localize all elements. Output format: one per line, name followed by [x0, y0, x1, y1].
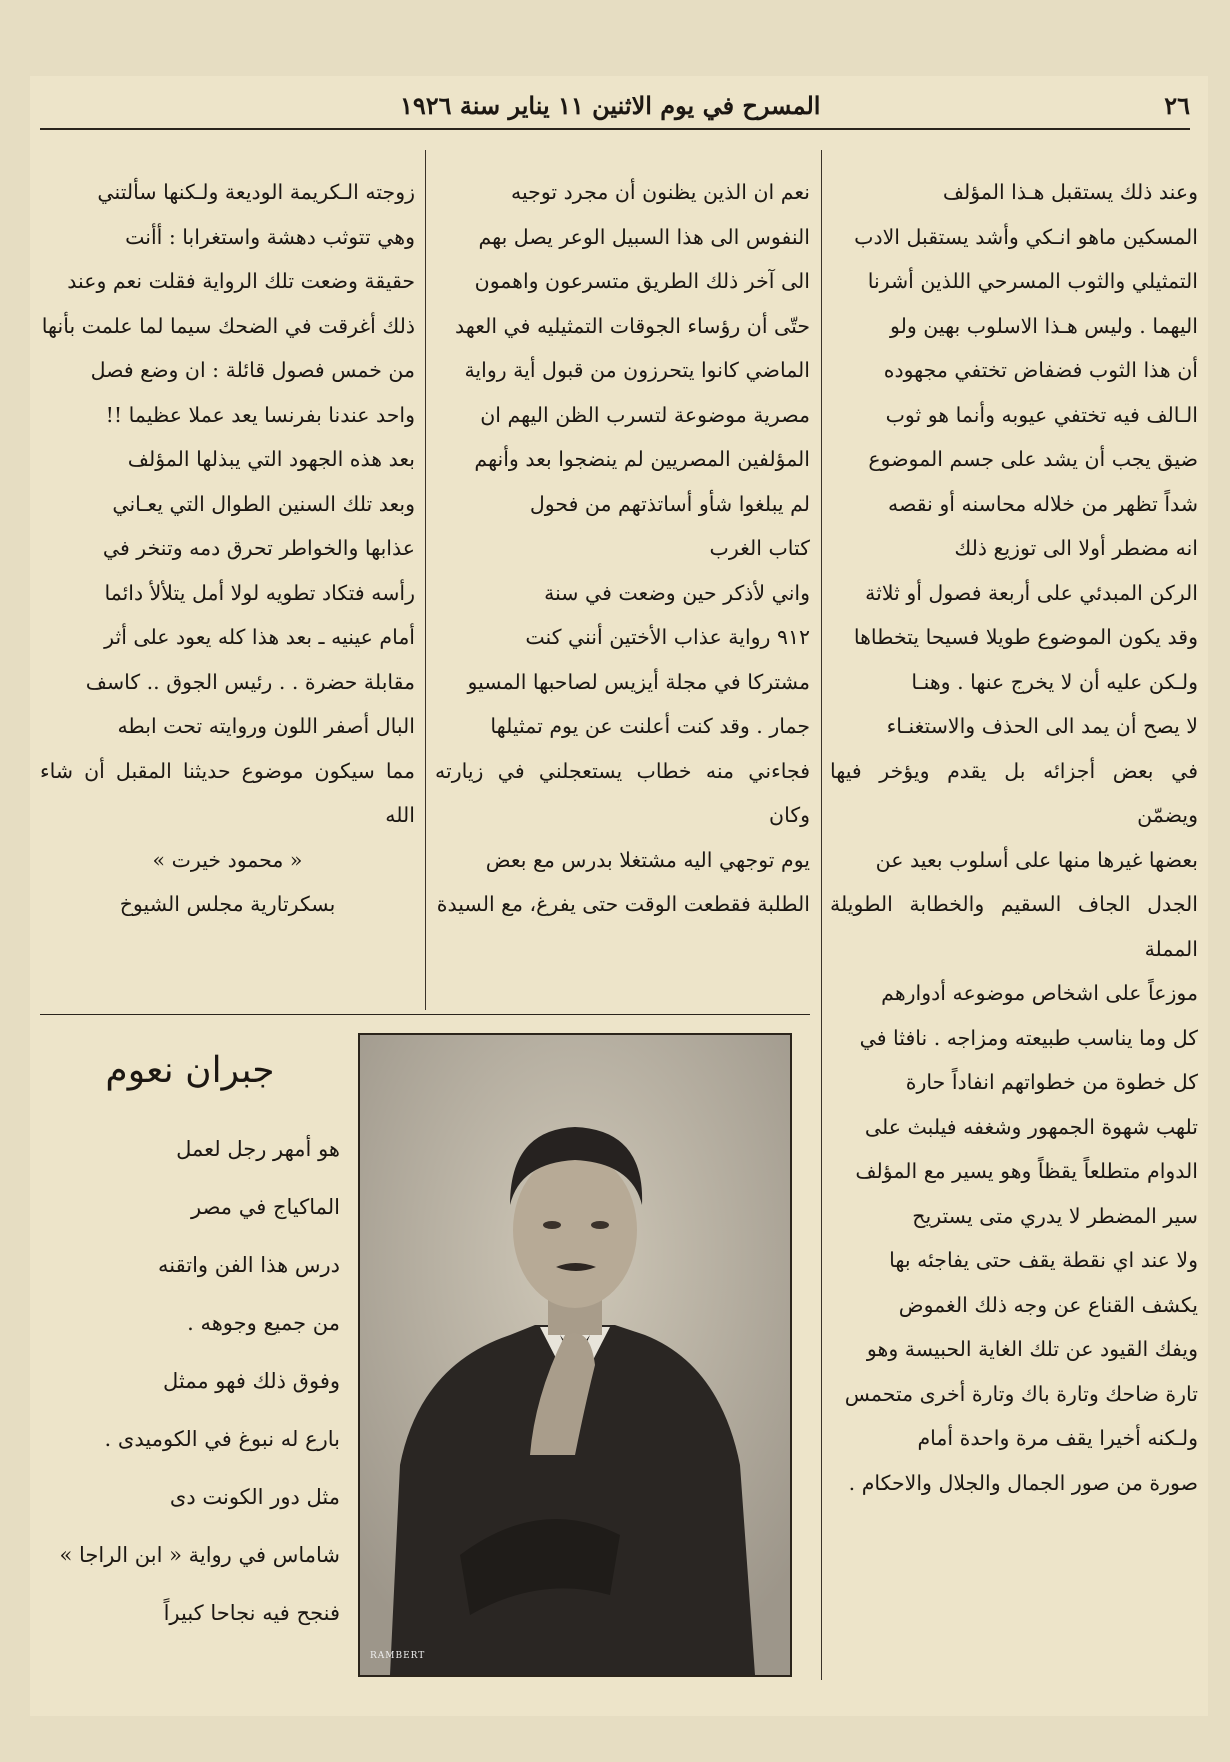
text-line: وقد يكون الموضوع طويلا فسيحا يتخطاها — [853, 625, 1198, 649]
caption-line: هو أمهر رجل لعمل — [176, 1137, 340, 1161]
text-line: تارة ضاحك وتارة باك وتارة أخرى متحمس — [844, 1381, 1198, 1406]
text-line: البال أصفر اللون وروايته تحت ابطه — [117, 714, 415, 738]
text-line: بعضها غيرها منها على أسلوب بعيد عن — [875, 847, 1198, 872]
text-line: ذلك أغرقت في الضحك سيما لما علمت بأنها — [41, 313, 415, 338]
text-line: ٩١٢ رواية عذاب الأختين أنني كنت — [525, 625, 810, 649]
caption-line: وفوق ذلك فهو ممثل — [163, 1369, 340, 1393]
page-header — [40, 86, 1190, 124]
text-line: أن هذا الثوب فضفاض تختفي مجهوده — [883, 358, 1198, 382]
text-line: فجاءني منه خطاب يستعجلني في زيارته وكان — [435, 758, 810, 827]
text-line: الجدل الجاف السقيم والخطابة الطويلة المملة — [830, 892, 1198, 961]
text-line: حتّى أن رؤساء الجوقات التمثيليه في العهد — [454, 313, 810, 338]
text-line: كل وما يناسب طبيعته ومزاجه . نافثا في — [859, 1025, 1198, 1050]
header-rule — [40, 128, 1190, 130]
author-signature: « محمود خيرت » — [152, 847, 303, 872]
section-rule — [40, 1014, 810, 1015]
portrait-photo — [358, 1033, 792, 1677]
caption-line: شاماس في رواية « ابن الراجا » — [59, 1543, 340, 1567]
text-line: صورة من صور الجمال والجلال والاحكام . — [848, 1470, 1198, 1495]
text-line: موزعاً على اشخاص موضوعه أدوارهم — [881, 981, 1198, 1005]
text-line: تلهب شهوة الجمهور وشغفه فيلبث على — [864, 1114, 1198, 1139]
text-line: في بعض أجزائه بل يقدم ويؤخر فيها ويضمّن — [830, 758, 1198, 827]
caption-line: من جميع وجوهه . — [187, 1311, 340, 1335]
text-line: ولـكن عليه أن لا يخرج عنها . وهنـا — [911, 669, 1198, 694]
text-line: المسكين ماهو انـكي وأشد يستقبل الادب — [854, 224, 1198, 249]
caption-line: فنجح فيه نجاحا كبيراً — [163, 1601, 340, 1625]
text-line: شداً تظهر من خلاله محاسنه أو نقصه — [888, 491, 1198, 516]
caption-line: درس هذا الفن واتقنه — [158, 1253, 340, 1277]
text-line: سير المضطر لا يدري متى يستريح — [912, 1203, 1198, 1228]
text-line: مقابلة حضرة . . رئيس الجوق .. كاسف — [85, 669, 415, 694]
text-line: التمثيلي والثوب المسرحي اللذين أشرنا — [867, 269, 1198, 293]
text-line: اليهما . وليس هـذا الاسلوب بهين ولو — [890, 313, 1198, 338]
text-line: يكشف القناع عن وجه ذلك الغموض — [898, 1292, 1198, 1317]
text-line: المؤلفين المصريين لم ينضجوا بعد وأنهم — [474, 447, 810, 471]
text-line: وهي تتوثب دهشة واستغرابا : أأنت — [125, 224, 415, 249]
text-line: كتاب الغرب — [709, 536, 810, 560]
text-line: مما سيكون موضوع حديثنا المقبل أن شاء الله — [40, 758, 415, 827]
portrait-image — [360, 1035, 790, 1675]
text-line: وعند ذلك يستقبل هـذا المؤلف — [942, 180, 1198, 204]
text-line: وبعد تلك السنين الطوال التي يعـاني — [112, 491, 415, 516]
text-line: الركن المبدئي على أربعة فصول أو ثلاثة — [865, 580, 1198, 605]
text-line: الى آخر ذلك الطريق متسرعون واهمون — [474, 269, 810, 293]
text-line: جمار . وقد كنت أعلنت عن يوم تمثيلها — [490, 714, 810, 738]
caption-line: الماكياج في مصر — [191, 1195, 340, 1219]
text-line: يوم توجهي اليه مشتغلا بدرس مع بعض — [485, 847, 810, 872]
text-line: بعد هذه الجهود التي يبذلها المؤلف — [127, 447, 415, 471]
caption-line: بارع له نبوغ في الكوميدى . — [104, 1427, 340, 1451]
text-line: واني لأذكر حين وضعت في سنة — [544, 580, 810, 605]
article-column-left — [40, 170, 415, 927]
column-divider-right — [821, 150, 822, 1680]
text-line: ولـكنه أخيرا يقف مرة واحدة أمام — [917, 1426, 1198, 1450]
page-title: المسرح في يوم الاثنين ١١ يناير سنة ١٩٢٦ — [400, 90, 821, 120]
text-line: مصرية موضوعة لتسرب الظن اليهم ان — [480, 402, 810, 427]
caption-line: مثل دور الكونت دى — [169, 1485, 340, 1509]
text-line: لم يبلغوا شأو أساتذتهم من فحول — [529, 491, 810, 516]
text-line: الماضي كانوا يتحرزون من قبول أية رواية — [464, 358, 810, 382]
text-line: لا يصح أن يمد الى الحذف والاستغنـاء — [886, 714, 1198, 738]
text-line: رأسه فتكاد تطويه لولا أمل يتلألأ دائما — [104, 580, 415, 605]
text-line: الدوام متطلعاً يقظاً وهو يسير مع المؤلف — [855, 1159, 1198, 1183]
text-line: مشتركا في مجلة أيزيس لصاحبها المسيو — [467, 669, 810, 694]
caption-title: جبران نعوم — [105, 1050, 275, 1091]
text-line: من خمس فصول قائلة : ان وضع فصل — [90, 358, 415, 382]
text-line: كل خطوة من خطواتهم انفاداً حارة — [905, 1070, 1198, 1094]
text-line: نعم ان الذين يظنون أن مجرد توجيه — [510, 180, 810, 204]
text-line: عذابها والخواطر تحرق دمه وتنخر في — [102, 536, 415, 560]
photo-watermark: RAMBERT — [370, 1651, 426, 1661]
caption-text — [40, 1120, 340, 1642]
article-column-middle — [435, 170, 810, 927]
text-line: ويفك القيود عن تلك الغاية الحبيسة وهو — [866, 1337, 1198, 1361]
column-divider-left — [425, 150, 426, 1010]
text-line: النفوس الى هذا السبيل الوعر يصل بهم — [478, 224, 810, 249]
text-line: الطلبة فقطعت الوقت حتى يفرغ، مع السيدة — [436, 892, 810, 916]
text-line: حقيقة وضعت تلك الرواية فقلت نعم وعند — [67, 269, 415, 293]
page-number: ٢٦ — [1164, 90, 1190, 120]
text-line: زوجته الـكريمة الوديعة ولـكنها سألتني — [97, 180, 415, 204]
text-line: انه مضطر أولا الى توزيع ذلك — [954, 536, 1198, 560]
text-line: الـالف فيه تختفي عيوبه وأنما هو ثوب — [885, 402, 1198, 427]
text-line: أمام عينيه ـ بعد هذا كله يعود على أثر — [104, 625, 415, 649]
author-title: بسكرتارية مجلس الشيوخ — [119, 892, 336, 916]
text-line: واحد عندنا بفرنسا يعد عملا عظيما !! — [105, 402, 415, 427]
text-line: ولا عند اي نقطة يقف حتى يفاجئه بها — [889, 1248, 1198, 1272]
article-column-right — [830, 170, 1198, 1505]
text-line: ضيق يجب أن يشد على جسم الموضوع — [868, 447, 1198, 471]
